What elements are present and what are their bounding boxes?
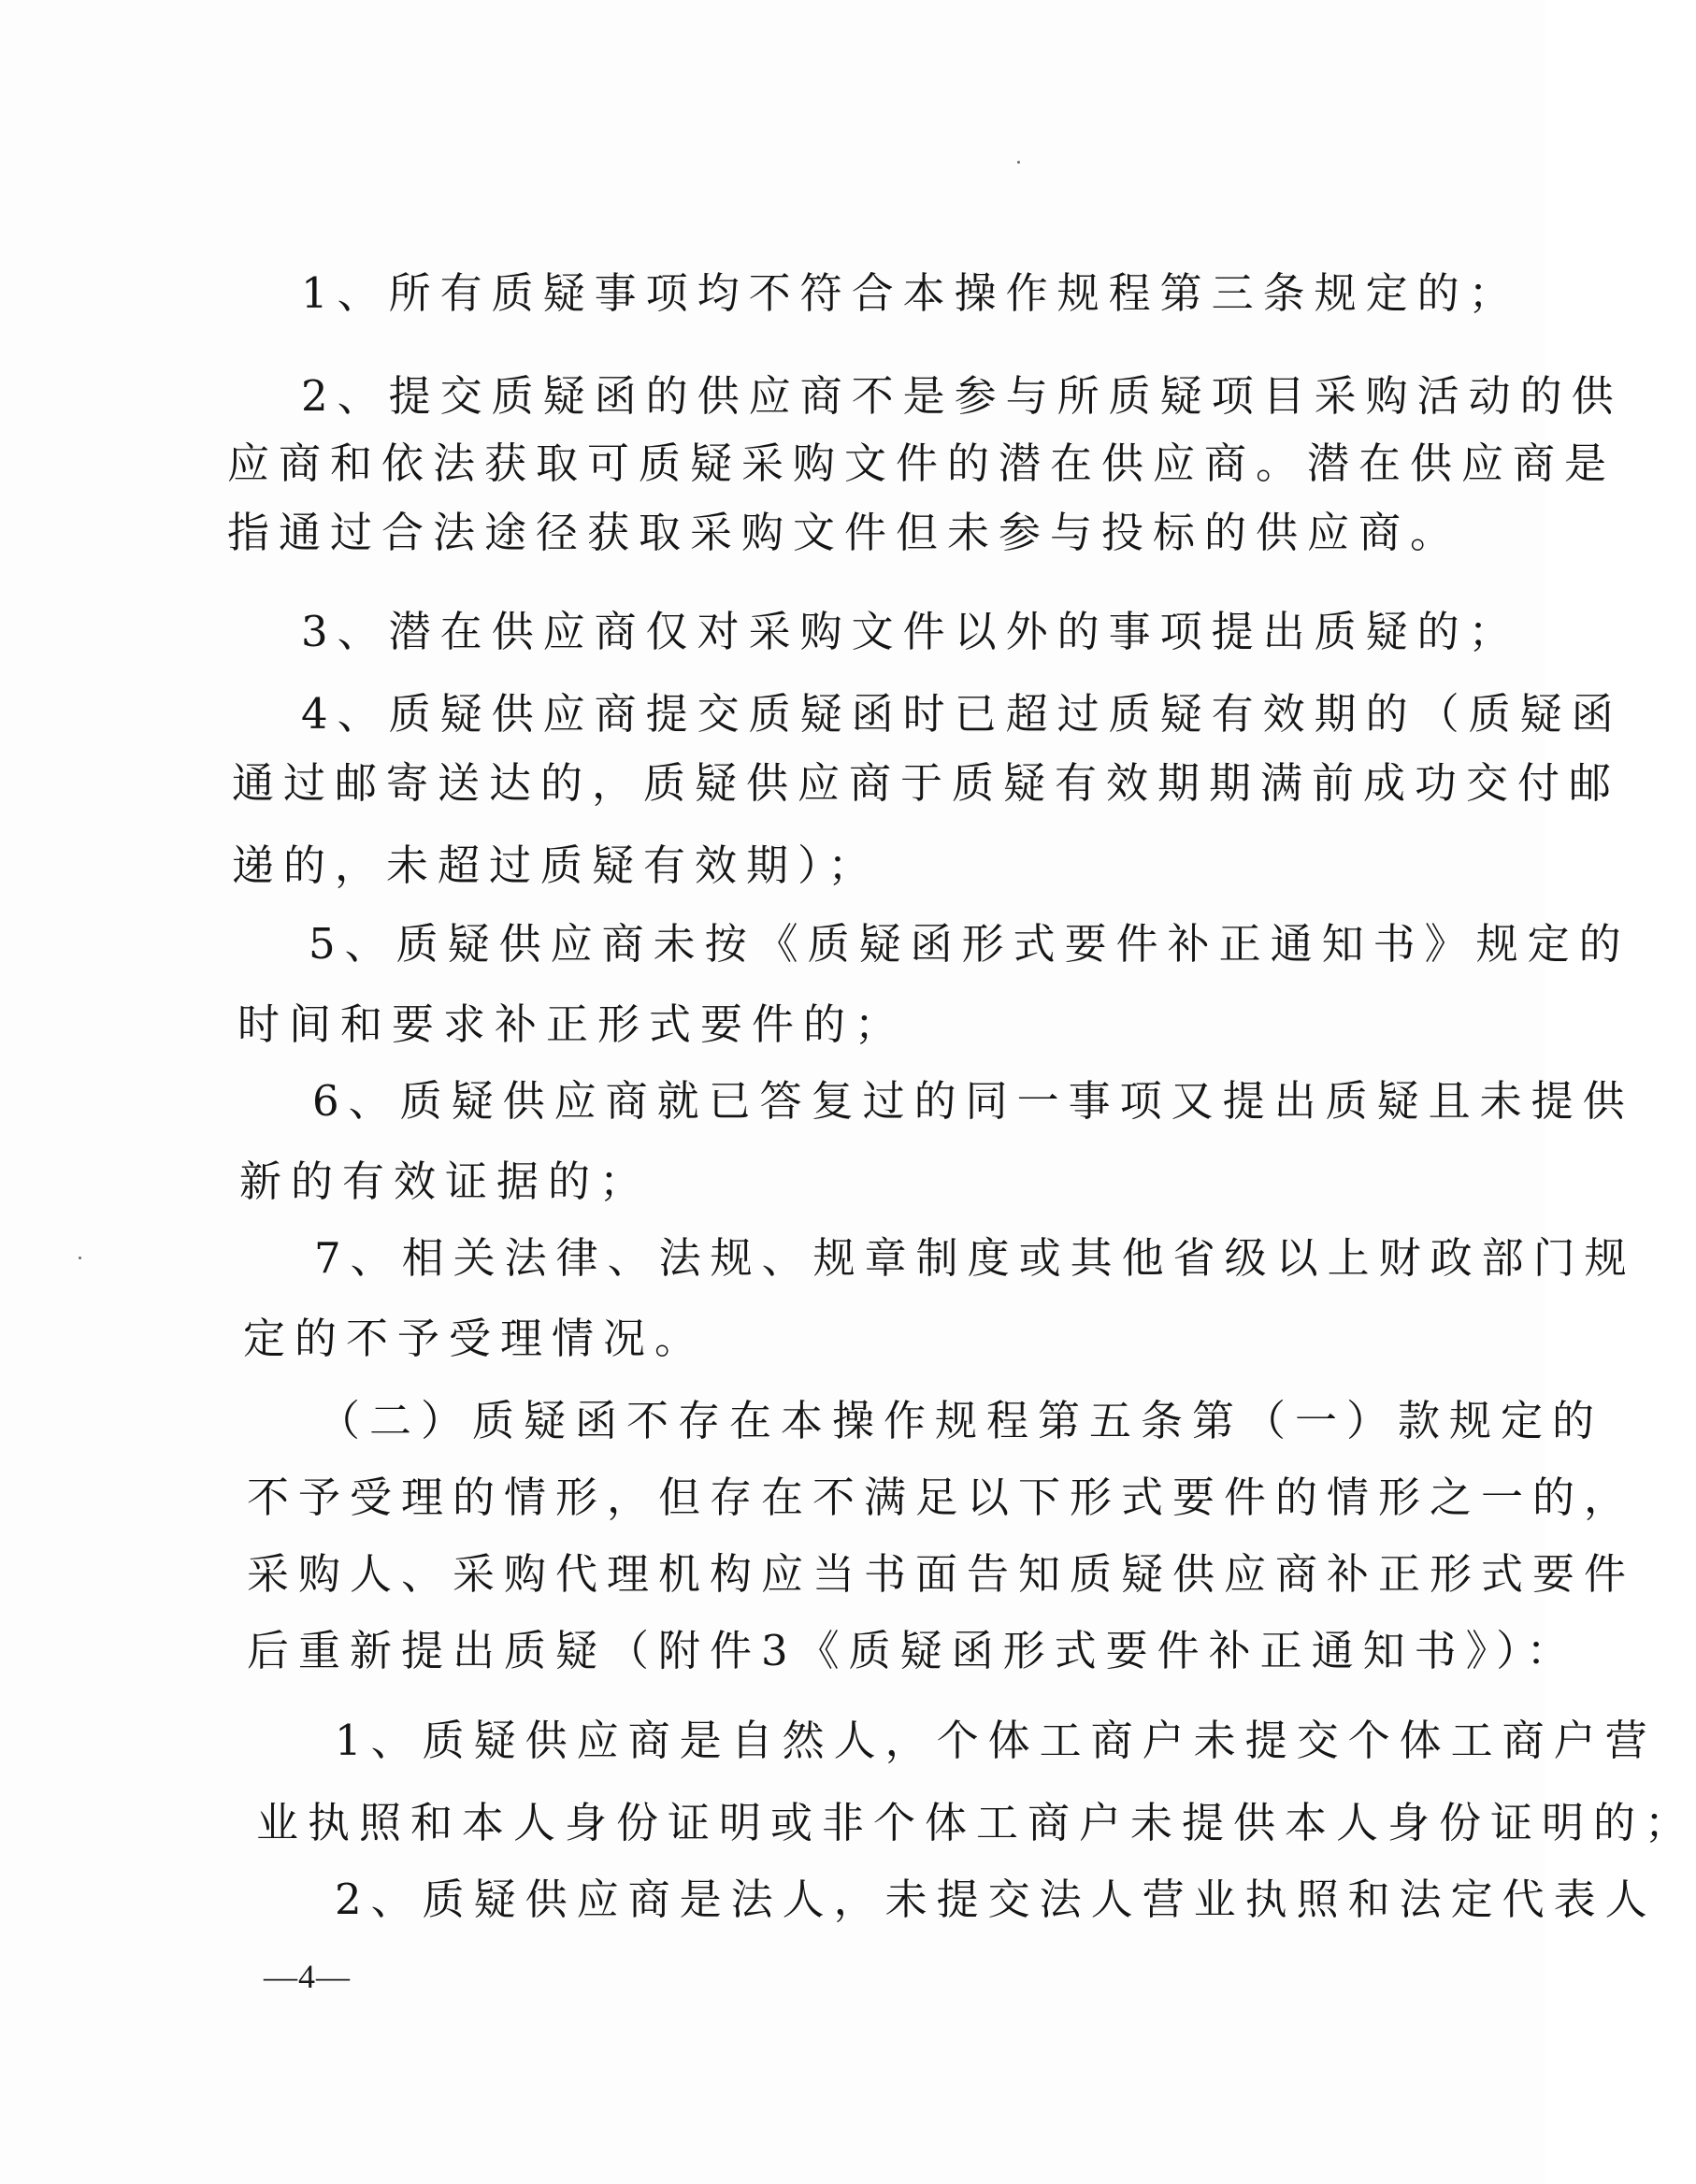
text-line-11: 6、质疑供应商就已答复过的同一事项又提出质疑且未提供 xyxy=(312,1076,1634,1126)
text-line-15: （二）质疑函不存在本操作规程第五条第（一）款规定的 xyxy=(318,1396,1604,1445)
text-line-1: 1、所有质疑事项均不符合本操作规程第三条规定的； xyxy=(301,268,1520,318)
text-line-8: 递的，未超过质疑有效期）； xyxy=(232,841,880,890)
text-line-2: 2、提交质疑函的供应商不是参与所质疑项目采购活动的供 xyxy=(301,371,1623,421)
text-line-10: 时间和要求补正形式要件的； xyxy=(237,999,907,1049)
text-line-13: 7、相关法律、法规、规章制度或其他省级以上财政部门规 xyxy=(314,1233,1636,1283)
text-line-4: 指通过合法途径获取采购文件但未参与投标的供应商。 xyxy=(227,508,1462,557)
text-line-7: 通过邮寄送达的，质疑供应商于质疑有效期期满前成功交付邮 xyxy=(232,758,1621,808)
text-line-14: 定的不予受理情况。 xyxy=(243,1314,707,1363)
page-number: —4— xyxy=(264,1958,351,1995)
text-line-6: 4、质疑供应商提交质疑函时已超过质疑有效期的（质疑函 xyxy=(301,689,1623,739)
text-line-5: 3、潜在供应商仅对采购文件以外的事项提出质疑的； xyxy=(301,607,1520,656)
text-line-16: 不予受理的情形，但存在不满足以下形式要件的情形之一的， xyxy=(247,1473,1636,1522)
text-line-19: 1、质疑供应商是自然人，个体工商户未提交个体工商户营 xyxy=(335,1716,1657,1765)
scan-speck xyxy=(1017,161,1020,164)
text-line-12: 新的有效证据的； xyxy=(239,1157,652,1206)
text-line-17: 采购人、采购代理机构应当书面告知质疑供应商补正形式要件 xyxy=(247,1549,1636,1599)
text-line-21: 2、质疑供应商是法人，未提交法人营业执照和法定代表人 xyxy=(335,1875,1657,1924)
scan-speck xyxy=(79,1257,81,1259)
text-line-18: 后重新提出质疑（附件3《质疑函形式要件补正通知书》）： xyxy=(247,1626,1578,1675)
text-line-20: 业执照和本人身份证明或非个体工商户未提供本人身份证明的； xyxy=(256,1798,1696,1847)
text-line-3: 应商和依法获取可质疑采购文件的潜在供应商。潜在供应商是 xyxy=(227,438,1617,488)
text-line-9: 5、质疑供应商未按《质疑函形式要件补正通知书》规定的 xyxy=(309,919,1631,969)
